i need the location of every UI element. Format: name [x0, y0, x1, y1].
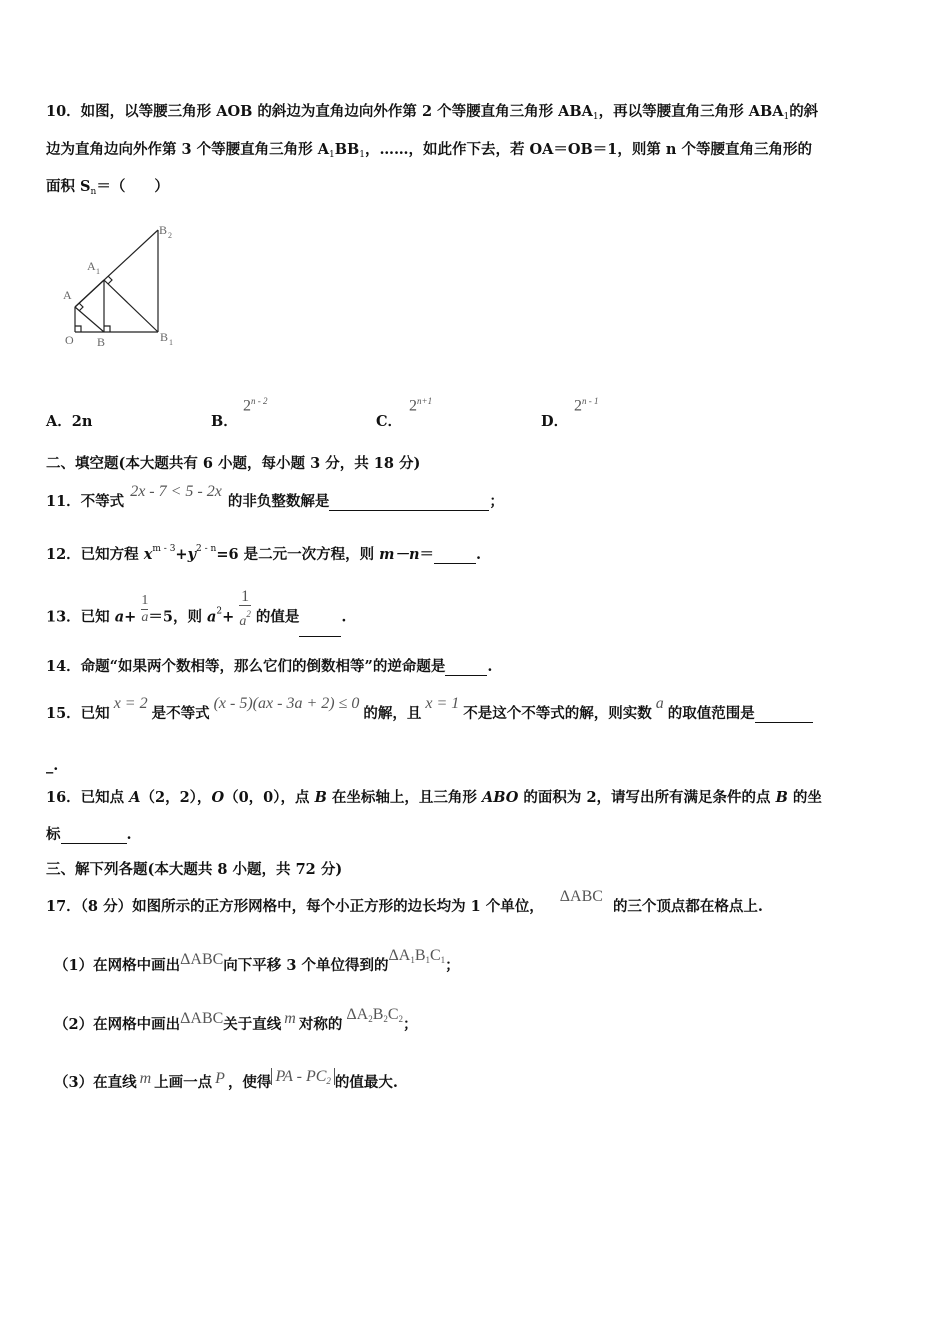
q13-answer-blank[interactable] [299, 622, 341, 637]
q16-answer-blank[interactable] [61, 829, 127, 844]
option-a[interactable]: A．2n [46, 413, 93, 430]
q13: 13．已知 a+ $\frac{1}{a}$ ＝5，则 $a^2+$ $\frac{1}{a^2}$ 的值是 . [46, 598, 346, 637]
q17-stem: 17．（8 分）如图所示的正方形网格中，每个小正方形的边长均为 1 个单位，ΔABC的三个顶点都在格点上. [46, 888, 763, 915]
section-3-heading: 三、解下列各题(本大题共 8 小题，共 72 分) [46, 861, 343, 878]
label-a1-sub: 1 [96, 267, 100, 276]
label-b1-sub: 1 [169, 338, 173, 347]
option-b-math: 2$^{n - 2}$ [243, 396, 268, 415]
q11: 11．不等式2x - 7 < 5 - 2x的非负整数解是 ； [46, 483, 504, 510]
q14-answer-blank[interactable] [445, 661, 487, 676]
option-d[interactable]: D． [541, 413, 569, 430]
q17-part1: （1）在网格中画出ΔABC向下平移 3 个单位得到的$\Delta A_1B_1C_1$； [54, 947, 460, 974]
section-2-heading: 二、填空题(本大题共有 6 小题，每小题 3 分，共 18 分) [46, 455, 421, 472]
q17-part2: （2）在网格中画出ΔABC关于直线 m 对称的$\Delta A_2B_2C_2$； [54, 1006, 418, 1033]
q12-answer-blank[interactable] [434, 549, 476, 564]
label-o: O [65, 333, 74, 347]
q14: 14．命题“如果两个数相等，那么它们的倒数相等”的逆命题是 . [46, 658, 493, 675]
q10-triangle-figure [55, 222, 185, 352]
q13-fraction-1: $\frac{1}{a}$ [141, 593, 149, 625]
q15-tail: _. [46, 757, 59, 774]
label-b1: B [160, 330, 169, 344]
option-d-math: 2$^{n - 1}$ [574, 396, 599, 415]
q16-line1: 16．已知点 A（2，2），O（0，0），点 B 在坐标轴上，且三角形 ABO 的面积为 2，请写出所有满足条件的点 B 的坐 [46, 789, 822, 806]
label-b2-sub: 2 [168, 231, 172, 240]
q10-line3: 面积 $S_n=$（ ） [46, 178, 169, 197]
q10-line2: 边为直角边向外作第 3 个等腰直角三角形 $A_1BB_1$，……，如此作下去，若 OA＝OB＝1，则第 n 个等腰直角三角形的 [46, 141, 813, 160]
q10-line1: 10．如图，以等腰三角形 AOB 的斜边为直角边向外作第 2 个等腰直角三角形 $ABA_1$，再以等腰直角三角形 $ABA_1$的斜 [46, 103, 819, 122]
q12: 12．已知方程 $x^{m - 3}+y^{2 - n}=6$ 是二元一次方程，则 m－n＝ . [46, 544, 482, 563]
option-b[interactable]: B． [211, 413, 238, 430]
label-a: A [63, 288, 72, 302]
label-a1: A [87, 259, 96, 273]
option-c-math: $2^{n+1}$ [409, 396, 433, 415]
option-c[interactable]: C． [376, 413, 403, 430]
q13-fraction-2: $\frac{1}{a^2}$ [239, 588, 251, 629]
q15: 15．已知x = 2是不等式(x - 5)(ax - 3a + 2) ≤ 0的解，且x = 1不是这个不等式的解，则实数a的取值范围是 [46, 705, 813, 723]
q16-line2: 标 . [46, 826, 132, 843]
q11-answer-blank[interactable] [329, 496, 489, 511]
q17-part3: （3）在直线 m 上画一点 P ，使得 PA - $PC_2$ 的值最大. [54, 1068, 398, 1091]
q15-answer-blank[interactable] [755, 708, 813, 723]
label-b2: B [159, 223, 168, 237]
label-b: B [97, 335, 106, 349]
